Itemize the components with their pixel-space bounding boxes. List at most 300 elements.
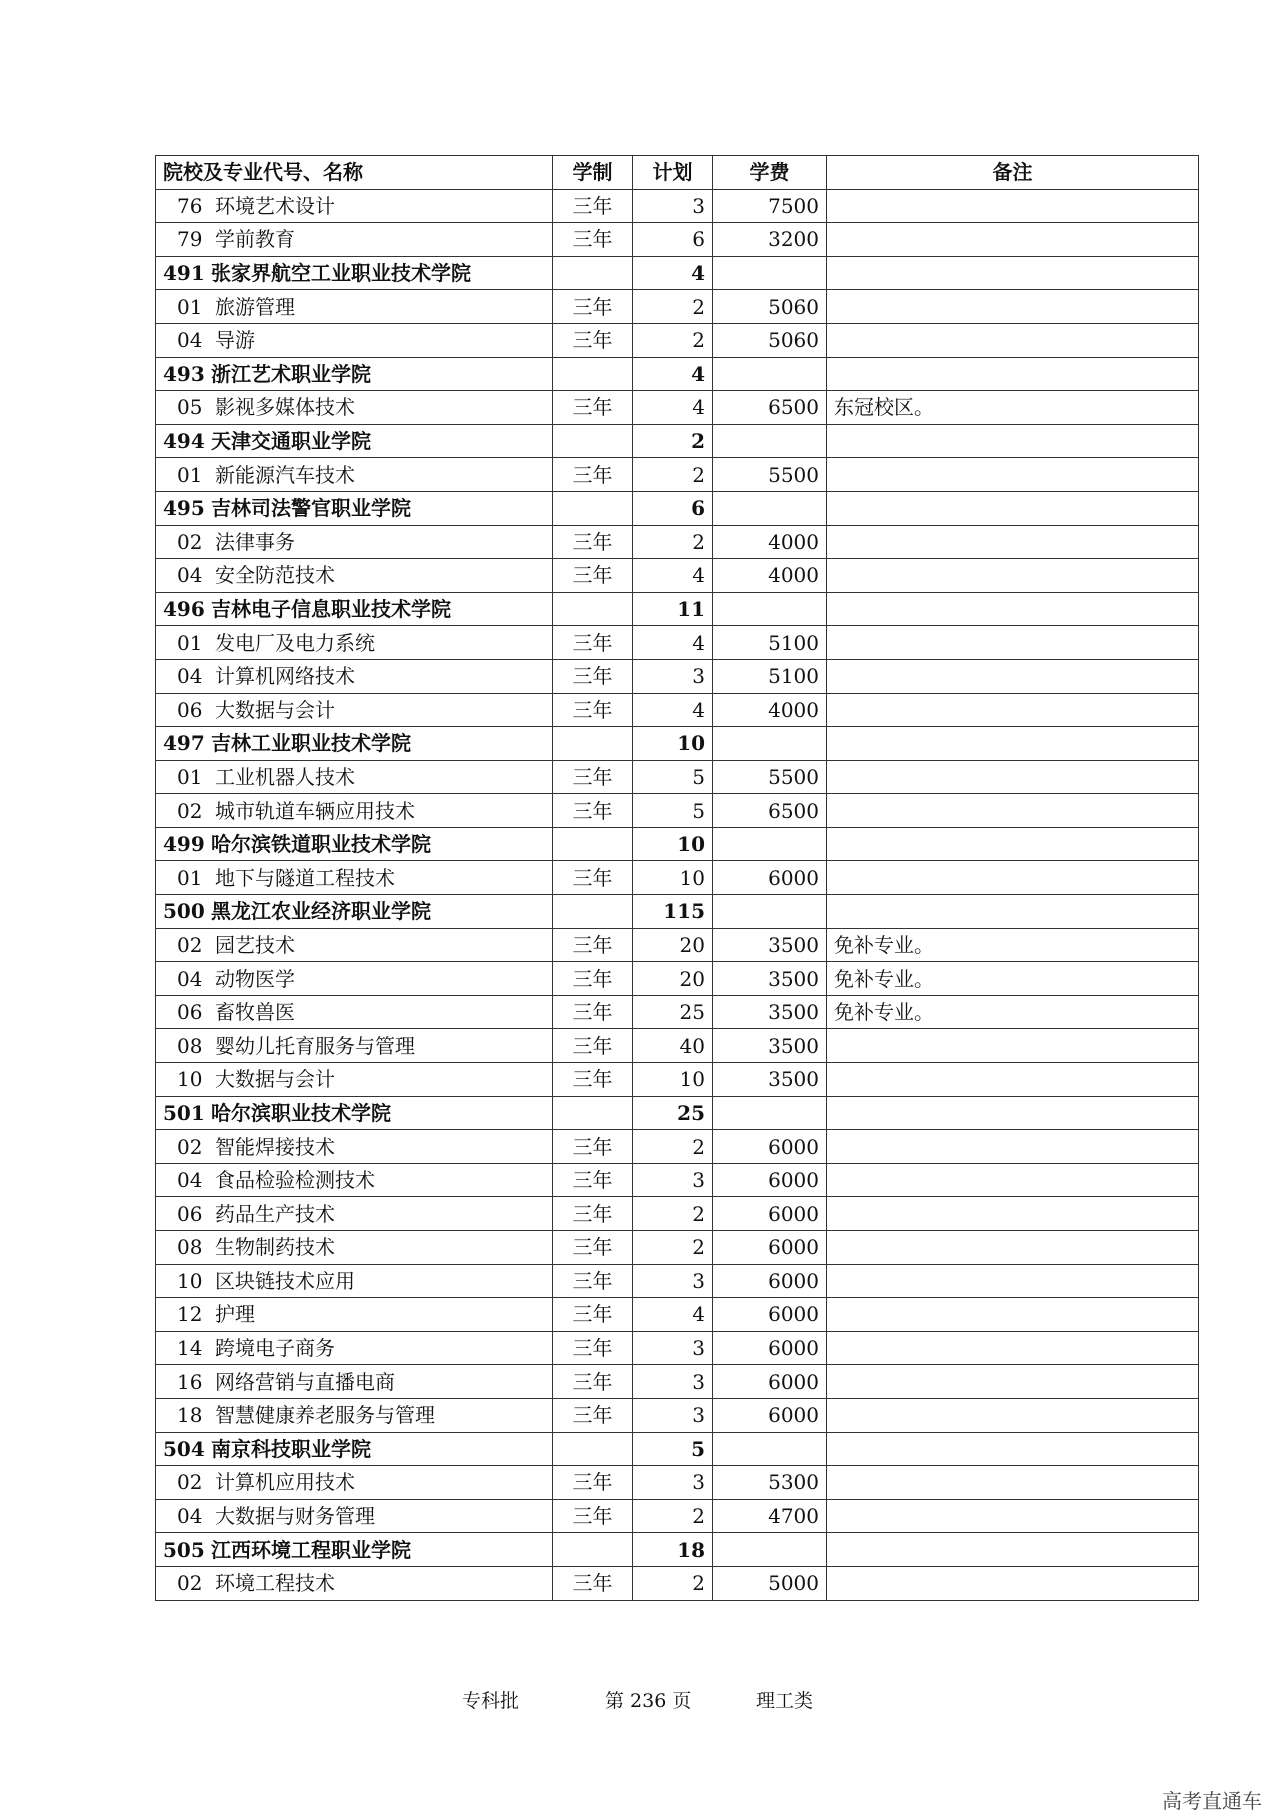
major-code: 06 — [177, 697, 203, 722]
major-row — [156, 861, 1199, 895]
major-row — [156, 1365, 1199, 1399]
school-name: 张家界航空工业职业技术学院 — [211, 261, 471, 286]
duration-cell — [553, 256, 633, 290]
fee-cell — [713, 592, 827, 626]
plan-cell: 25 — [633, 1096, 713, 1130]
major-row — [156, 458, 1199, 492]
school-row — [156, 727, 1199, 761]
plan-cell: 2 — [633, 1130, 713, 1164]
name-cell — [156, 928, 553, 962]
plan-cell: 3 — [633, 1365, 713, 1399]
plan-cell: 4 — [633, 256, 713, 290]
school-code: 497 — [163, 731, 205, 756]
duration-cell: 三年 — [553, 1566, 633, 1600]
major-name: 畜牧兽医 — [215, 1000, 295, 1025]
fee-cell: 6500 — [713, 391, 827, 425]
plan-cell: 3 — [633, 189, 713, 223]
name-cell — [156, 827, 553, 861]
name-cell — [156, 1029, 553, 1063]
major-row — [156, 1163, 1199, 1197]
school-row — [156, 256, 1199, 290]
major-name: 工业机器人技术 — [215, 764, 355, 789]
plan-cell: 4 — [633, 1298, 713, 1332]
name-cell — [156, 1398, 553, 1432]
school-row — [156, 1096, 1199, 1130]
major-row — [156, 659, 1199, 693]
major-row — [156, 1398, 1199, 1432]
note-cell — [827, 1231, 1199, 1265]
name-cell — [156, 525, 553, 559]
name-cell — [156, 592, 553, 626]
name-cell — [156, 1499, 553, 1533]
major-code: 79 — [177, 227, 203, 252]
duration-cell: 三年 — [553, 525, 633, 559]
duration-cell: 三年 — [553, 1197, 633, 1231]
note-cell: 免补专业。 — [827, 928, 1199, 962]
plan-cell: 2 — [633, 1197, 713, 1231]
name-cell — [156, 189, 553, 223]
note-cell — [827, 1197, 1199, 1231]
plan-cell: 2 — [633, 1231, 713, 1265]
major-row — [156, 559, 1199, 593]
major-name: 法律事务 — [215, 529, 295, 554]
major-code: 01 — [177, 865, 203, 890]
major-row — [156, 1499, 1199, 1533]
fee-cell — [713, 1432, 827, 1466]
school-row — [156, 592, 1199, 626]
plan-cell: 20 — [633, 928, 713, 962]
major-code: 16 — [177, 1369, 203, 1394]
major-code: 10 — [177, 1268, 203, 1293]
major-row — [156, 223, 1199, 257]
note-cell — [827, 760, 1199, 794]
major-row — [156, 1298, 1199, 1332]
major-name: 环境工程技术 — [215, 1571, 335, 1596]
major-name: 婴幼儿托育服务与管理 — [215, 1033, 415, 1058]
fee-cell: 4000 — [713, 525, 827, 559]
major-code: 06 — [177, 1000, 203, 1025]
major-code: 10 — [177, 1067, 203, 1092]
plan-cell: 3 — [633, 659, 713, 693]
plan-cell: 10 — [633, 861, 713, 895]
note-cell — [827, 727, 1199, 761]
note-cell — [827, 1365, 1199, 1399]
major-name: 跨境电子商务 — [215, 1336, 335, 1361]
major-name: 大数据与会计 — [215, 1067, 335, 1092]
major-code: 02 — [177, 1470, 203, 1495]
note-cell — [827, 1029, 1199, 1063]
duration-cell: 三年 — [553, 1130, 633, 1164]
major-code: 14 — [177, 1336, 203, 1361]
footer-batch: 专科批 — [462, 1690, 520, 1712]
plan-cell: 3 — [633, 1466, 713, 1500]
plan-cell: 11 — [633, 592, 713, 626]
duration-cell: 三年 — [553, 1163, 633, 1197]
duration-cell: 三年 — [553, 223, 633, 257]
fee-cell — [713, 1096, 827, 1130]
duration-cell: 三年 — [553, 290, 633, 324]
major-row — [156, 962, 1199, 996]
name-cell — [156, 1096, 553, 1130]
major-name: 园艺技术 — [215, 932, 295, 957]
major-code: 04 — [177, 1168, 203, 1193]
plan-cell: 4 — [633, 693, 713, 727]
fee-cell — [713, 357, 827, 391]
note-cell — [827, 525, 1199, 559]
duration-cell: 三年 — [553, 1365, 633, 1399]
major-row — [156, 1063, 1199, 1097]
major-row — [156, 693, 1199, 727]
major-name: 地下与隧道工程技术 — [215, 865, 395, 890]
duration-cell: 三年 — [553, 995, 633, 1029]
fee-cell: 6000 — [713, 1130, 827, 1164]
fee-cell: 6500 — [713, 794, 827, 828]
duration-cell: 三年 — [553, 458, 633, 492]
note-cell — [827, 357, 1199, 391]
note-cell — [827, 626, 1199, 660]
plan-cell: 3 — [633, 1398, 713, 1432]
name-cell — [156, 323, 553, 357]
school-name: 哈尔滨铁道职业技术学院 — [211, 832, 431, 857]
fee-cell: 6000 — [713, 1264, 827, 1298]
duration-cell: 三年 — [553, 1398, 633, 1432]
name-cell — [156, 1365, 553, 1399]
note-cell — [827, 189, 1199, 223]
plan-cell: 2 — [633, 290, 713, 324]
plan-cell: 5 — [633, 760, 713, 794]
name-cell — [156, 491, 553, 525]
major-name: 学前教育 — [215, 227, 295, 252]
duration-cell: 三年 — [553, 1298, 633, 1332]
duration-cell — [553, 1432, 633, 1466]
major-code: 04 — [177, 1504, 203, 1529]
school-code: 500 — [163, 899, 205, 924]
duration-cell: 三年 — [553, 323, 633, 357]
duration-cell: 三年 — [553, 693, 633, 727]
fee-cell: 5500 — [713, 458, 827, 492]
plan-cell: 10 — [633, 1063, 713, 1097]
duration-cell: 三年 — [553, 962, 633, 996]
fee-cell: 3500 — [713, 928, 827, 962]
fee-cell: 3500 — [713, 995, 827, 1029]
school-code: 496 — [163, 597, 205, 622]
name-cell — [156, 895, 553, 929]
duration-cell: 三年 — [553, 928, 633, 962]
major-code: 01 — [177, 294, 203, 319]
major-name: 影视多媒体技术 — [215, 395, 355, 420]
fee-cell: 6000 — [713, 1298, 827, 1332]
note-cell — [827, 290, 1199, 324]
name-cell — [156, 1231, 553, 1265]
plan-cell: 10 — [633, 727, 713, 761]
school-code: 505 — [163, 1537, 205, 1562]
major-code: 12 — [177, 1302, 203, 1327]
fee-cell — [713, 256, 827, 290]
major-code: 02 — [177, 529, 203, 554]
duration-cell — [553, 357, 633, 391]
note-cell — [827, 895, 1199, 929]
major-name: 动物医学 — [215, 966, 295, 991]
name-cell — [156, 1331, 553, 1365]
plan-cell: 2 — [633, 458, 713, 492]
major-code: 04 — [177, 328, 203, 353]
major-code: 04 — [177, 664, 203, 689]
name-cell — [156, 995, 553, 1029]
fee-cell — [713, 727, 827, 761]
table-header-row — [156, 156, 1199, 190]
fee-cell: 3500 — [713, 1063, 827, 1097]
note-cell — [827, 693, 1199, 727]
note-cell — [827, 827, 1199, 861]
plan-cell: 2 — [633, 1566, 713, 1600]
duration-cell: 三年 — [553, 559, 633, 593]
major-name: 大数据与会计 — [215, 697, 335, 722]
plan-cell: 4 — [633, 626, 713, 660]
fee-cell: 3500 — [713, 1029, 827, 1063]
major-name: 城市轨道车辆应用技术 — [215, 798, 415, 823]
major-row — [156, 1197, 1199, 1231]
duration-cell: 三年 — [553, 189, 633, 223]
note-cell — [827, 1533, 1199, 1567]
note-cell — [827, 458, 1199, 492]
major-row — [156, 189, 1199, 223]
major-name: 安全防范技术 — [215, 563, 335, 588]
school-name: 吉林司法警官职业学院 — [211, 496, 411, 521]
school-name: 黑龙江农业经济职业学院 — [211, 899, 431, 924]
major-code: 01 — [177, 764, 203, 789]
major-code: 02 — [177, 1571, 203, 1596]
fee-cell: 5100 — [713, 626, 827, 660]
major-code: 08 — [177, 1235, 203, 1260]
note-cell — [827, 592, 1199, 626]
major-row — [156, 794, 1199, 828]
name-cell — [156, 693, 553, 727]
note-cell — [827, 323, 1199, 357]
plan-cell: 2 — [633, 525, 713, 559]
note-cell — [827, 794, 1199, 828]
duration-cell — [553, 1096, 633, 1130]
name-cell — [156, 424, 553, 458]
major-name: 旅游管理 — [215, 294, 295, 319]
duration-cell: 三年 — [553, 760, 633, 794]
name-cell — [156, 256, 553, 290]
major-code: 02 — [177, 1134, 203, 1159]
duration-cell — [553, 491, 633, 525]
major-row — [156, 1231, 1199, 1265]
header-fee: 学费 — [713, 156, 827, 190]
duration-cell: 三年 — [553, 1466, 633, 1500]
duration-cell: 三年 — [553, 861, 633, 895]
major-row — [156, 1331, 1199, 1365]
header-plan: 计划 — [633, 156, 713, 190]
fee-cell: 5060 — [713, 290, 827, 324]
name-cell — [156, 559, 553, 593]
school-name: 吉林工业职业技术学院 — [211, 731, 411, 756]
major-row — [156, 525, 1199, 559]
fee-cell — [713, 827, 827, 861]
major-code: 02 — [177, 798, 203, 823]
note-cell — [827, 559, 1199, 593]
duration-cell — [553, 424, 633, 458]
name-cell — [156, 458, 553, 492]
major-name: 智能焊接技术 — [215, 1134, 335, 1159]
name-cell — [156, 794, 553, 828]
major-code: 06 — [177, 1201, 203, 1226]
note-cell — [827, 256, 1199, 290]
header-school-major: 院校及专业代号、名称 — [156, 156, 553, 190]
school-code: 499 — [163, 832, 205, 857]
duration-cell — [553, 827, 633, 861]
note-cell — [827, 1298, 1199, 1332]
duration-cell: 三年 — [553, 1331, 633, 1365]
major-code: 04 — [177, 966, 203, 991]
fee-cell: 6000 — [713, 1398, 827, 1432]
duration-cell — [553, 592, 633, 626]
major-row — [156, 626, 1199, 660]
note-cell — [827, 861, 1199, 895]
fee-cell: 7500 — [713, 189, 827, 223]
school-code: 504 — [163, 1436, 205, 1461]
fee-cell: 6000 — [713, 861, 827, 895]
footer-page-number: 第 236 页 — [605, 1690, 692, 1712]
header-duration: 学制 — [553, 156, 633, 190]
major-name: 导游 — [215, 328, 255, 353]
plan-cell: 40 — [633, 1029, 713, 1063]
duration-cell: 三年 — [553, 794, 633, 828]
duration-cell — [553, 727, 633, 761]
major-name: 药品生产技术 — [215, 1201, 335, 1226]
header-note: 备注 — [827, 156, 1199, 190]
name-cell — [156, 1063, 553, 1097]
fee-cell: 4000 — [713, 559, 827, 593]
plan-cell: 115 — [633, 895, 713, 929]
major-name: 智慧健康养老服务与管理 — [215, 1403, 435, 1428]
major-name: 计算机应用技术 — [215, 1470, 355, 1495]
watermark: 高考直通车 — [1162, 1789, 1262, 1813]
major-name: 大数据与财务管理 — [215, 1504, 375, 1529]
fee-cell: 6000 — [713, 1231, 827, 1265]
plan-cell: 4 — [633, 559, 713, 593]
plan-cell: 2 — [633, 1499, 713, 1533]
duration-cell: 三年 — [553, 659, 633, 693]
school-code: 491 — [163, 261, 205, 286]
plan-cell: 2 — [633, 424, 713, 458]
school-name: 吉林电子信息职业技术学院 — [211, 597, 451, 622]
major-name: 发电厂及电力系统 — [215, 630, 375, 655]
name-cell — [156, 1163, 553, 1197]
name-cell — [156, 1533, 553, 1567]
name-cell — [156, 290, 553, 324]
name-cell — [156, 1298, 553, 1332]
duration-cell: 三年 — [553, 391, 633, 425]
name-cell — [156, 1566, 553, 1600]
school-row — [156, 424, 1199, 458]
plan-cell: 25 — [633, 995, 713, 1029]
major-row — [156, 1264, 1199, 1298]
major-row — [156, 290, 1199, 324]
plan-cell: 5 — [633, 794, 713, 828]
note-cell — [827, 1096, 1199, 1130]
school-row — [156, 357, 1199, 391]
major-row — [156, 323, 1199, 357]
fee-cell: 4000 — [713, 693, 827, 727]
major-row — [156, 760, 1199, 794]
school-name: 浙江艺术职业学院 — [211, 361, 371, 386]
major-code: 02 — [177, 932, 203, 957]
duration-cell: 三年 — [553, 1499, 633, 1533]
major-code: 01 — [177, 462, 203, 487]
school-row — [156, 491, 1199, 525]
note-cell — [827, 1398, 1199, 1432]
major-code: 05 — [177, 395, 203, 420]
fee-cell: 6000 — [713, 1365, 827, 1399]
note-cell — [827, 1432, 1199, 1466]
plan-cell: 3 — [633, 1264, 713, 1298]
duration-cell: 三年 — [553, 626, 633, 660]
fee-cell: 3200 — [713, 223, 827, 257]
major-name: 区块链技术应用 — [215, 1268, 355, 1293]
name-cell — [156, 760, 553, 794]
school-code: 494 — [163, 429, 205, 454]
fee-cell: 5000 — [713, 1566, 827, 1600]
major-name: 护理 — [215, 1302, 255, 1327]
plan-cell: 5 — [633, 1432, 713, 1466]
name-cell — [156, 1432, 553, 1466]
duration-cell: 三年 — [553, 1264, 633, 1298]
plan-cell: 6 — [633, 491, 713, 525]
major-row — [156, 1566, 1199, 1600]
school-code: 493 — [163, 361, 205, 386]
name-cell — [156, 861, 553, 895]
name-cell — [156, 391, 553, 425]
duration-cell: 三年 — [553, 1029, 633, 1063]
plan-cell: 18 — [633, 1533, 713, 1567]
note-cell — [827, 424, 1199, 458]
school-code: 501 — [163, 1100, 205, 1125]
duration-cell: 三年 — [553, 1063, 633, 1097]
major-row — [156, 1130, 1199, 1164]
fee-cell — [713, 491, 827, 525]
note-cell — [827, 1063, 1199, 1097]
name-cell — [156, 626, 553, 660]
major-row — [156, 391, 1199, 425]
fee-cell: 6000 — [713, 1163, 827, 1197]
note-cell — [827, 1466, 1199, 1500]
fee-cell: 6000 — [713, 1197, 827, 1231]
major-code: 04 — [177, 563, 203, 588]
name-cell — [156, 1466, 553, 1500]
major-code: 76 — [177, 193, 203, 218]
note-cell — [827, 1331, 1199, 1365]
plan-cell: 20 — [633, 962, 713, 996]
note-cell — [827, 491, 1199, 525]
duration-cell — [553, 895, 633, 929]
plan-cell: 4 — [633, 357, 713, 391]
note-cell — [827, 1130, 1199, 1164]
plan-cell: 2 — [633, 323, 713, 357]
major-code: 08 — [177, 1033, 203, 1058]
note-cell: 东冠校区。 — [827, 391, 1199, 425]
note-cell — [827, 659, 1199, 693]
name-cell — [156, 1130, 553, 1164]
school-name: 南京科技职业学院 — [211, 1436, 371, 1461]
major-name: 食品检验检测技术 — [215, 1168, 375, 1193]
school-row — [156, 1432, 1199, 1466]
school-name: 哈尔滨职业技术学院 — [211, 1100, 391, 1125]
school-code: 495 — [163, 496, 205, 521]
major-row — [156, 1466, 1199, 1500]
major-name: 环境艺术设计 — [215, 193, 335, 218]
